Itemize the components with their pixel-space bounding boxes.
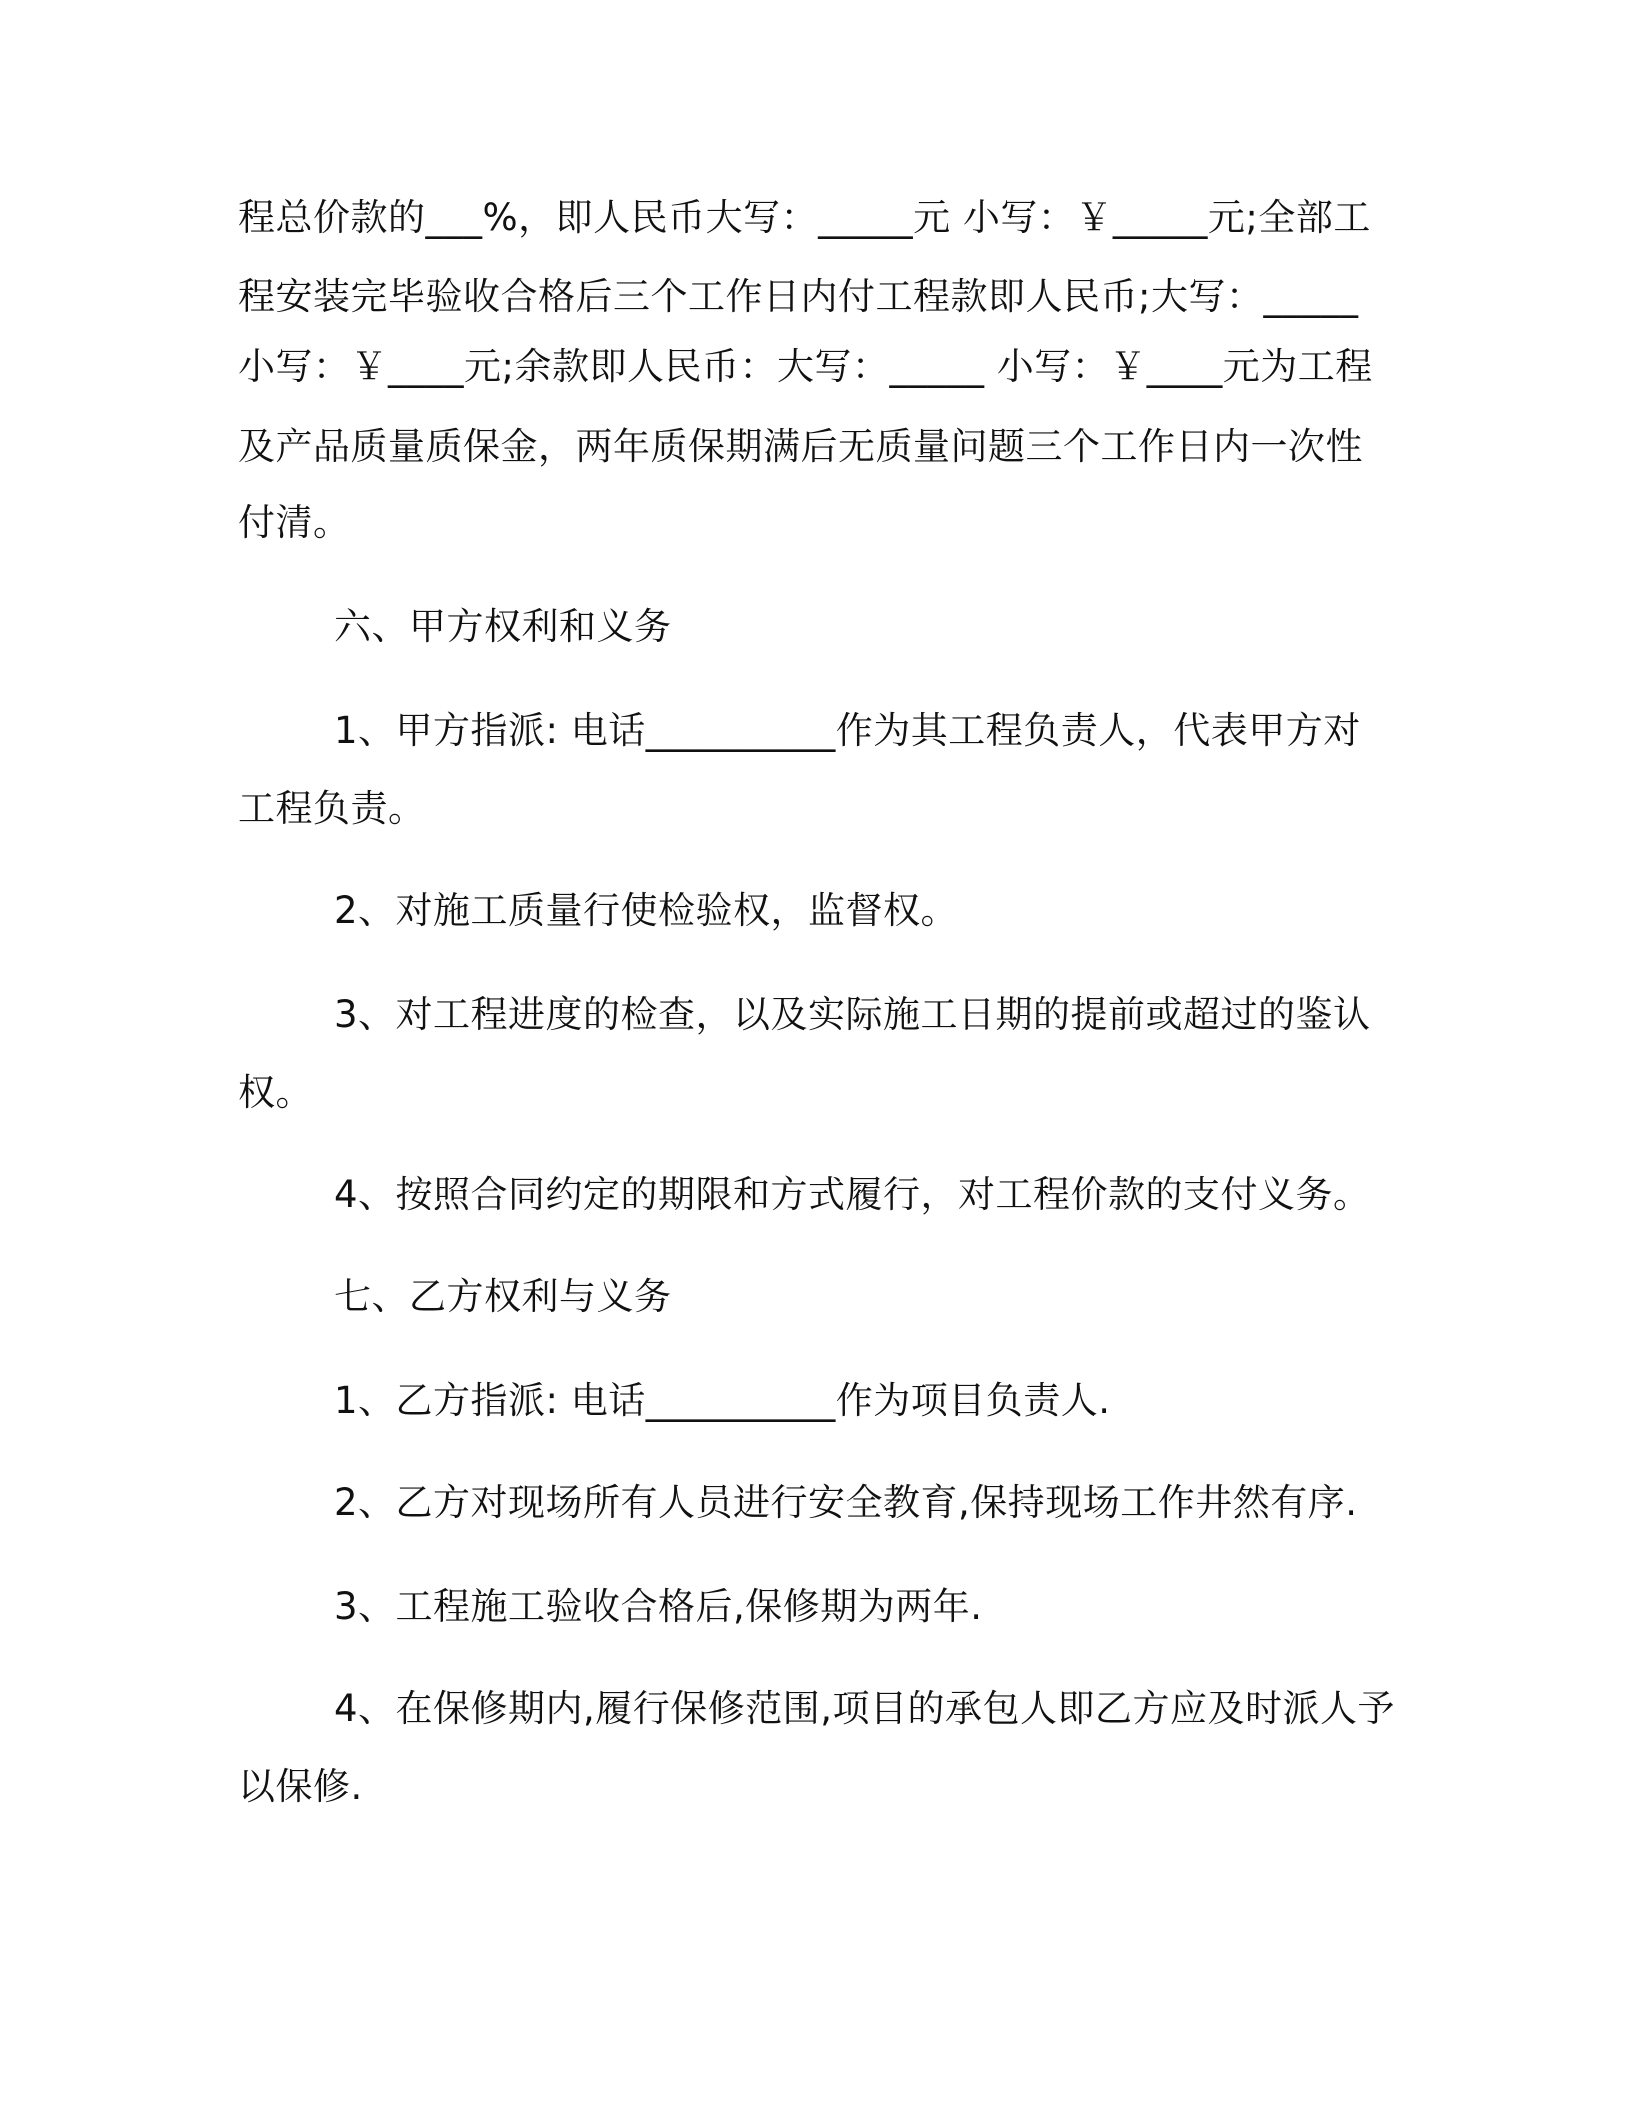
party-b-item-4-line-1: 4、在保修期内,履行保修范围,项目的承包人即乙方应及时派人予: [334, 1687, 1396, 1730]
party-b-item-4-line-2: 以保修.: [238, 1765, 363, 1808]
party-b-item-3: 3、工程施工验收合格后,保修期为两年.: [334, 1585, 983, 1628]
party-b-item-1: 1、乙方指派: 电话__________作为项目负责人.: [334, 1379, 1111, 1422]
party-a-item-3-line-1: 3、对工程进度的检查，以及实际施工日期的提前或超过的鉴认: [334, 993, 1371, 1036]
payment-terms-line-2: 程安装完毕验收合格后三个工作日内付工程款即人民币;大写：_____: [238, 275, 1359, 318]
payment-terms-line-5: 付清。: [238, 501, 351, 544]
party-a-item-1-line-2: 工程负责。: [238, 787, 426, 830]
payment-terms-line-4: 及产品质量质保金，两年质保期满后无质量问题三个工作日内一次性: [238, 425, 1363, 468]
payment-terms-line-1: 程总价款的___%，即人民币大写：_____元 小写：￥_____元;全部工: [238, 196, 1371, 239]
payment-terms-line-3: 小写：￥____元;余款即人民币：大写：_____ 小写：￥____元为工程: [238, 345, 1373, 388]
section-heading-party-a: 六、甲方权利和义务: [334, 605, 672, 648]
party-b-item-2: 2、乙方对现场所有人员进行安全教育,保持现场工作井然有序.: [334, 1481, 1358, 1524]
party-a-item-4: 4、按照合同约定的期限和方式履行，对工程价款的支付义务。: [334, 1173, 1371, 1216]
party-a-item-3-line-2: 权。: [238, 1071, 313, 1114]
party-a-item-2: 2、对施工质量行使检验权，监督权。: [334, 889, 959, 932]
section-heading-party-b: 七、乙方权利与义务: [334, 1275, 672, 1318]
party-a-item-1-line-1: 1、甲方指派: 电话__________作为其工程负责人，代表甲方对: [334, 709, 1361, 752]
